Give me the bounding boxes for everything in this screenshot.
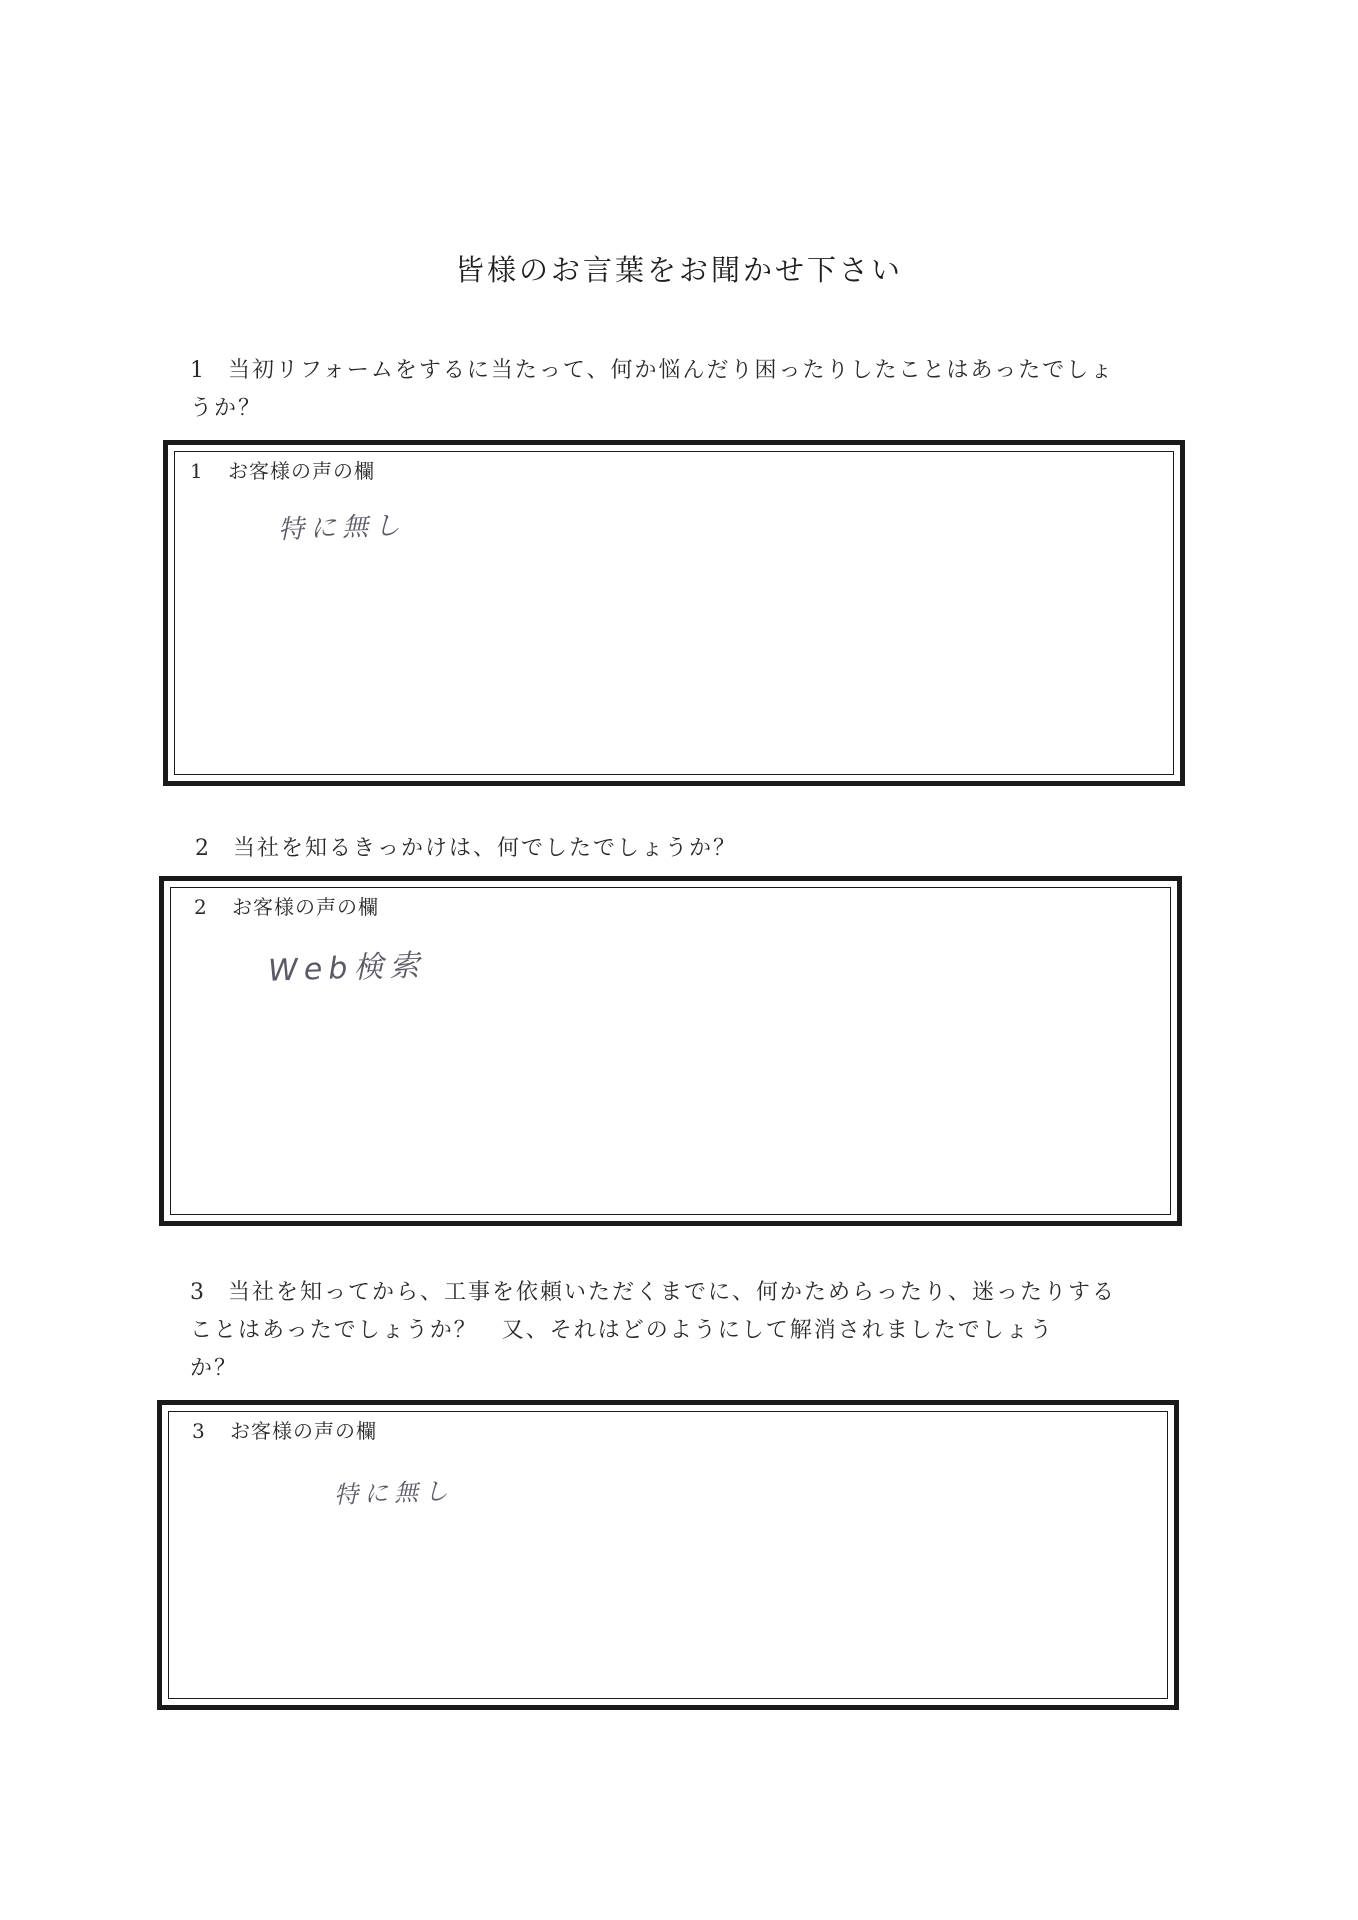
answer-box-1-label: 1 お客様の声の欄 — [190, 459, 375, 483]
question-3-line-2: ことはあったでしょうか？ 又、それはどのようにして解消されましたでしょう — [190, 1318, 1054, 1343]
answer-box-3-inner-border — [168, 1411, 1168, 1699]
question-1 — [190, 352, 1114, 428]
question-3-line-1: 3 当社を知ってから、工事を依頼いただくまでに、何かためらったり、迷ったりする — [190, 1274, 1116, 1312]
question-1-number: 1 — [190, 358, 206, 383]
question-3-number: 3 — [190, 1280, 206, 1305]
answer-3-handwriting: 特に無し — [333, 1476, 455, 1510]
page-title: 皆様のお言葉をお聞かせ下さい — [454, 253, 903, 287]
answer-box-3 — [157, 1400, 1179, 1710]
question-1-line-2: うか？ — [190, 396, 263, 421]
question-1-line-1: 1 当初リフォームをするに当たって、何か悩んだり困ったりしたことはあったでしょ — [190, 352, 1114, 390]
answer-box-2 — [159, 876, 1182, 1226]
answer-box-2-inner-border — [170, 887, 1171, 1215]
question-2-number: 2 — [195, 836, 211, 861]
question-3-line-3: か？ — [190, 1356, 239, 1381]
question-2-line-1: 2 当社を知るきっかけは、何でしたでしょうか？ — [195, 830, 737, 868]
question-3 — [190, 1274, 1116, 1388]
answer-1-handwriting: 特に無し — [277, 510, 407, 546]
answer-box-2-label: 2 お客様の声の欄 — [194, 895, 379, 919]
answer-box-1-inner-border — [174, 451, 1174, 775]
answer-box-1 — [163, 440, 1185, 786]
question-2 — [195, 830, 737, 868]
answer-2-handwriting: Web検索 — [267, 948, 426, 989]
answer-box-3-label: 3 お客様の声の欄 — [192, 1419, 377, 1443]
